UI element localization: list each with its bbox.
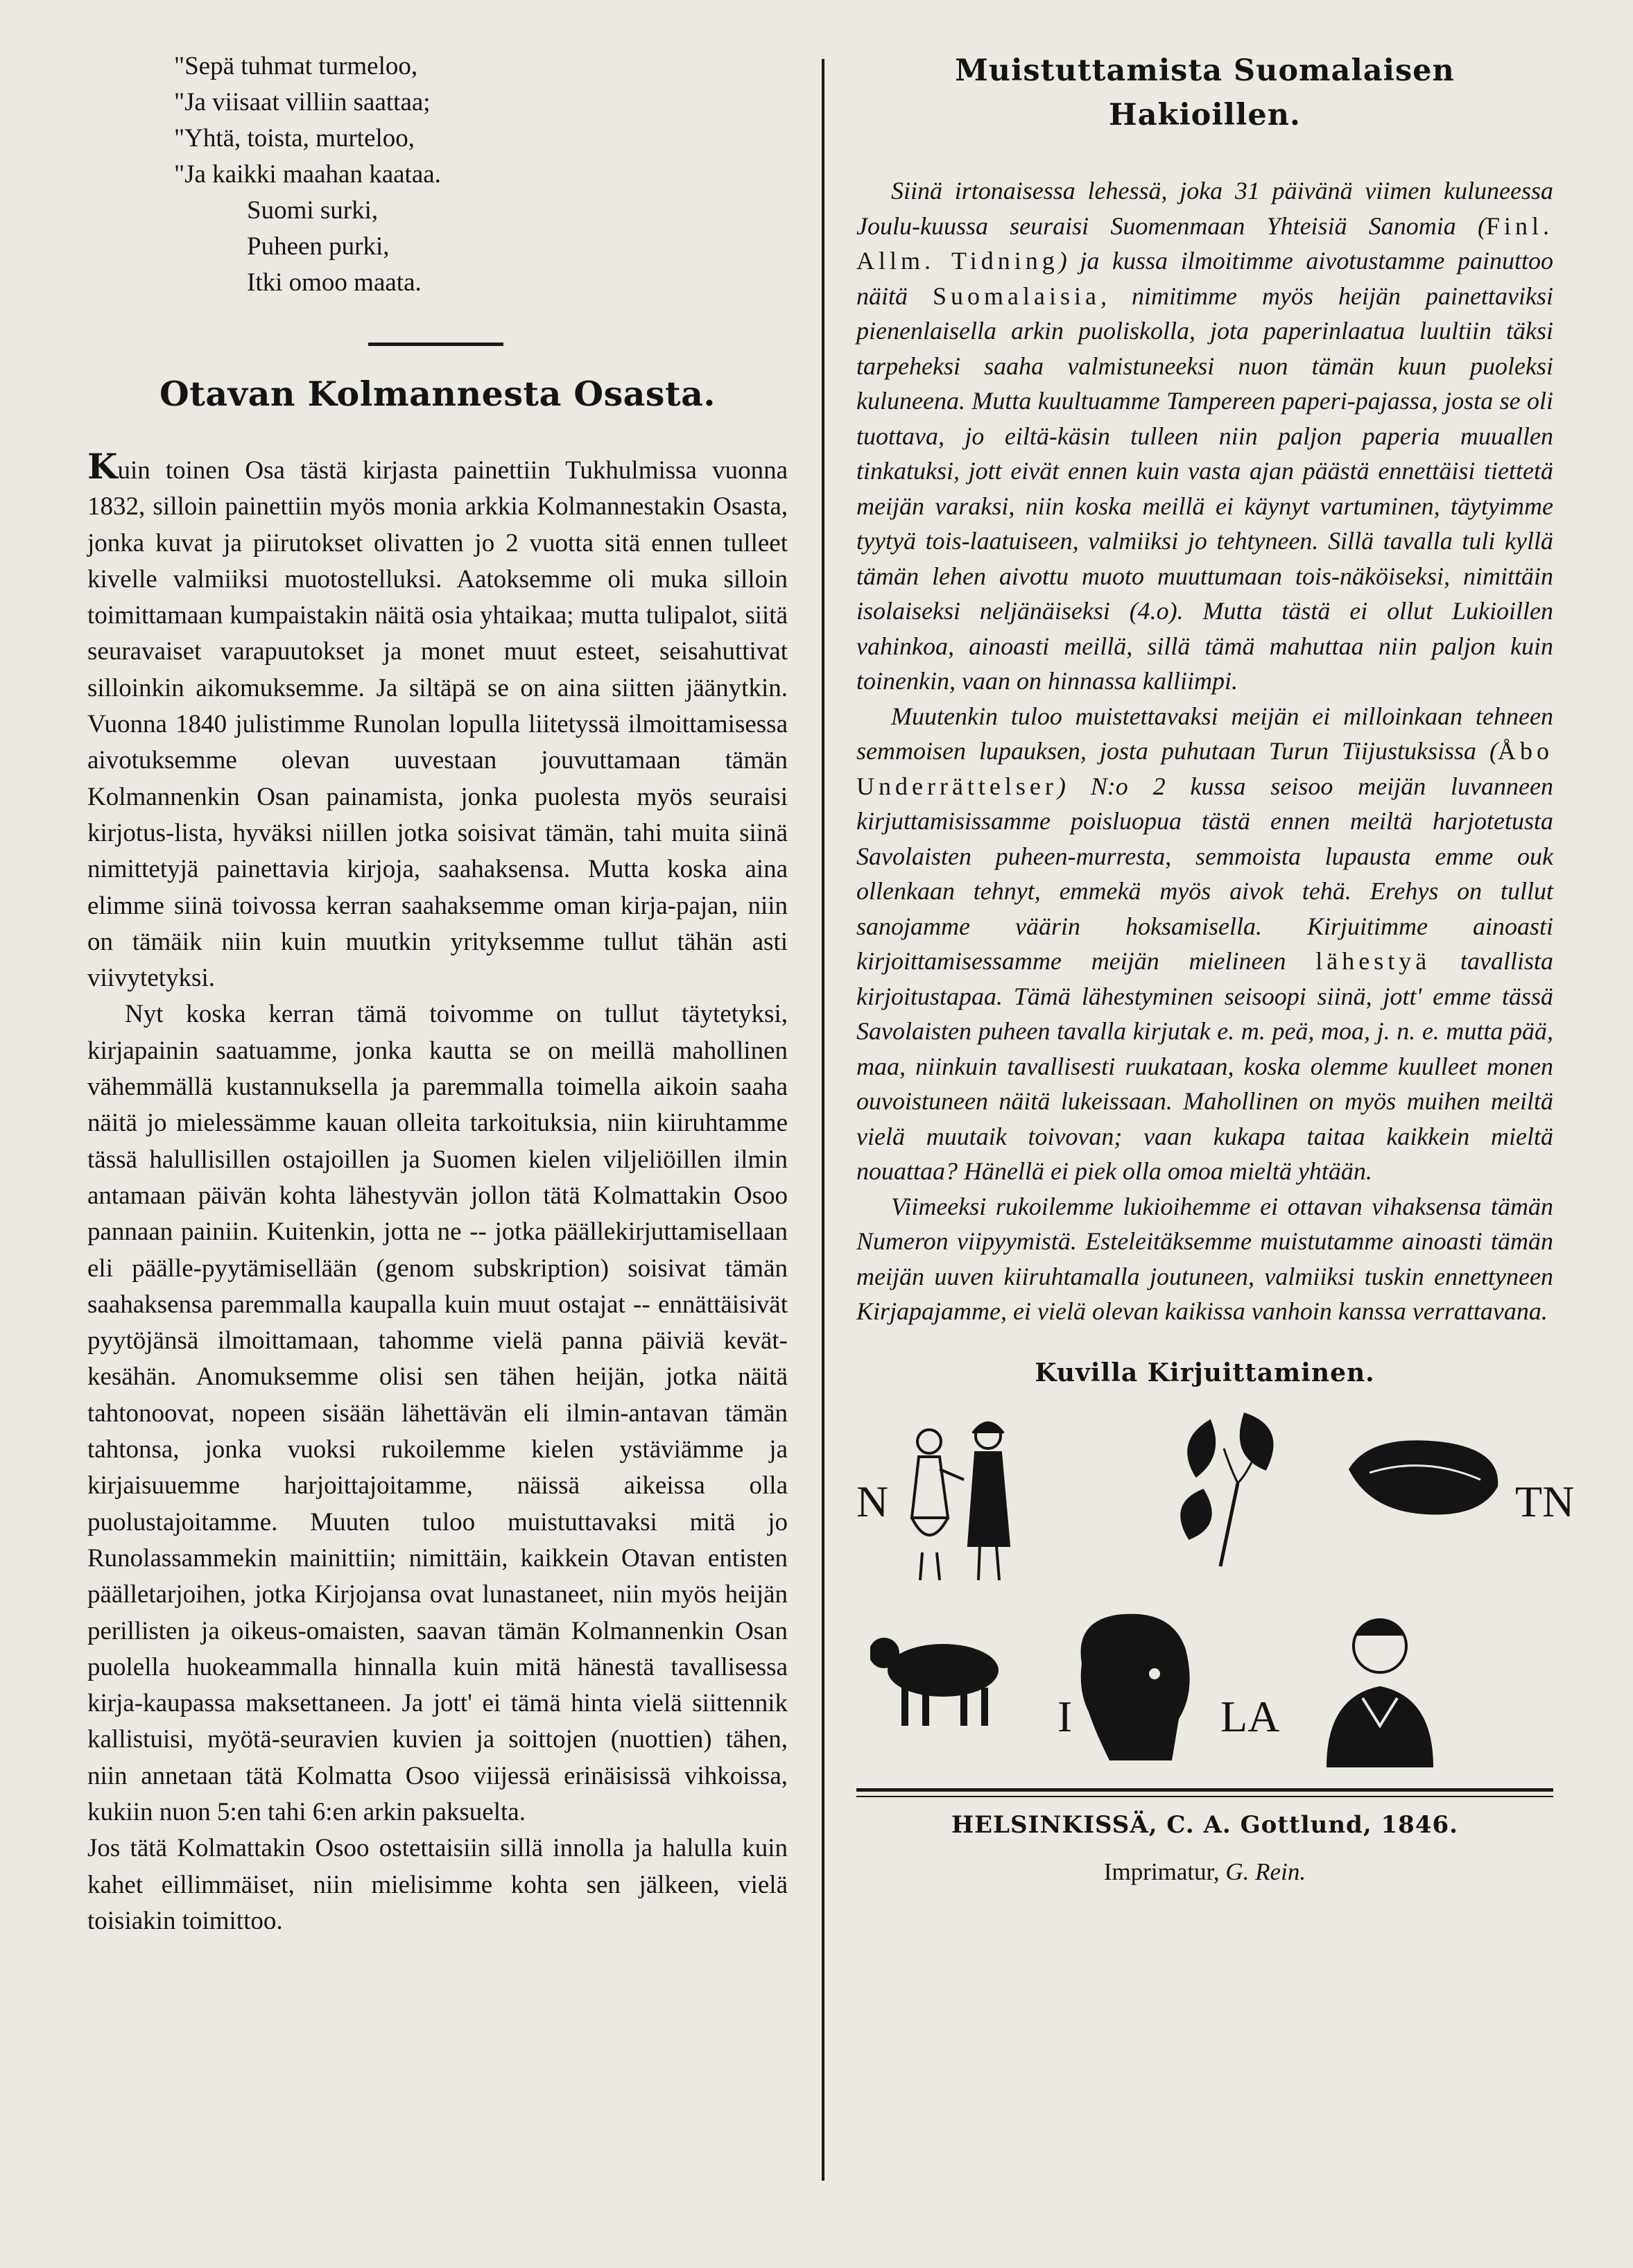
poem-line: Puheen purki, (247, 232, 390, 261)
article-body (856, 173, 1553, 1329)
poem (174, 49, 788, 301)
imprimatur (856, 1858, 1553, 1886)
paragraph-text: uin toinen Osa tästä kirjasta painettiin Tukhulmissa vuonna 1832, silloin painettiin myös monia arkkia Kolmannestakin Osasta, jonka kuvat ja piirutokset olivatten jo 2 vuotta sitä ennen tulleet kivelle valmiiksi muotostelluksi. Aatoksemme oli muka silloin toimittamaan kumpaistakin näitä osia yhtaikaa; mutta tulipalot, siitä seuravaiset varapuutokset ja monet muut esteet, seisahuttivat silloinkin aikomuksemme. Ja siltäpä se on aina siitten jäänytkin. Vuonna 1840 julistimme Runolan lopulla liitetyssä ilmoittamisessa aivotuksemme olevan uuvestaan jouvuttamaan tämän Kolmannenkin Osan painamista, jonka puolesta myös seuraisi kirjotus-lista, hyväksi niillen jotka soisivat tämän, tahi muita siinä nimittetyjä painettavia kirjoja, saahaksensa. Mutta koska aina elimme siinä toivossa kerran saahaksemme oman kirja-pajan, niin on tämäik niin kuin muutkin yrityksemme tullut tähän asti viivytetyksi. (87, 456, 788, 993)
poem-line: "Yhtä, toista, murteloo, (174, 124, 415, 153)
column-rule (822, 59, 824, 2181)
rebus-letter: I (1057, 1691, 1073, 1741)
lamb-illustration (870, 1622, 1016, 1733)
paragraph: Siinä irtonaisessa lehessä, joka 31 päivänä viimen kuluneessa Joulu-kuussa seuraisi Suomenmaan Yhteisiä Sanomia (Finl. Allm. Tidning) ja kussa ilmoitimme aivotustamme painuttoo näitä Suomalaisia, nimitimme myös heijän painettaviksi pienenlaisella arkin puoliskolla, jota paperinlaatua luultiin täksi tarpeheksi saaha valmistuneeksi nuon tämän kuun puoleksi kuluneena. Mutta kuultuamme Tampereen paperi-pajassa, josta se oli tuottava, jo eiltä-käsin tulleen niin paljon paperia muuallen tinkatuksi, jott eivät ennen kuin vasta ajan päästä ennettäisi tiettetä meijän varaksi, niin koska meillä ei käynyt vartuminen, täytyimme tyytyä tois-laatuiseen, valmiiksi jo tehtyneen. Sillä tavalla tuli kyllä tämän lehen aivottu muoto muuttumaan tois-näköiseksi, nimittäin isolaiseksi neljänäiseksi (4.o). Mutta tästä ei ollut Lukioillen vahinkoa, ainoasti meillä, sillä tämä mahuttaa niin paljon kuin toinenkin, vaan on hinnassa kalliimpi. (856, 177, 1553, 695)
poem-line: Suomi surki, (247, 196, 379, 225)
fish-illustration (1342, 1428, 1508, 1525)
article-heading: Otavan Kolmannesta Osasta. (159, 374, 716, 414)
mans-head-illustration (1068, 1608, 1207, 1767)
drop-capital: K (87, 446, 118, 487)
rebus-letter: LA (1220, 1691, 1280, 1741)
two-children-illustration (891, 1414, 1030, 1587)
censor-name: G. Rein. (1225, 1858, 1306, 1885)
section-divider (368, 343, 503, 346)
poem-line: "Ja kaikki maahan kaataa. (174, 160, 441, 189)
paragraph: Viimeeksi rukoilemme lukioihemme ei ottavan vihaksensa tämän Numeron viipyymistä. Esteleitäksemme muistutamme ainoasti tämän meijän uuven kiiruhtamalla joutuneen, valmiiksi tuskin ennettyneen Kirjapajamme, ei vielä olevan kaikissa vanhoin kanssa verrattavana. (856, 1192, 1553, 1325)
rebus-letter: N (856, 1476, 889, 1526)
plant-illustration (1161, 1400, 1293, 1573)
imprimatur-label: Imprimatur, (1103, 1858, 1220, 1885)
paragraph: Nyt koska kerran tämä toivomme on tullut täytetyksi, kirjapainin saatuamme, jonka kautta se on meillä mahollinen vähemmällä kustannuksella ja paremmalla toimella aikoin saaha näitä jo mielessämme kauan olleita tarkoituksia, niin kiiruhtamme tässä halullisillen ostajoillen ja Suomen kielen viljeliöillen ilmin antamaan päivän kohta lähestyvän jollon tätä Kolmattakin Osoo pannaan painiin. Kuitenkin, jotta ne -- jotka päällekirjuttamisellaan eli päälle-pyytämisellään (genom subskription) soisivat tämän saahaksensa paremmalla kaupalla kuin muut ostajat -- ennättäisivät pyytöjänsä ilmoittamaan, tahomme vielä panna päiviä kevät-kesähän. Anomuksemme olisi sen tähen heijän, jotka näitä tahtonoovat, nopeen sisään lähettävän eli ilmin-antavan tämän tahtonsa, jonka vuoksi rukoilemme kielen ystäviämme ja kirjaisuuemme harjoittajoitamme, näissä aikeissa olla puolustajoitamme. Muuten tuloo muistuttavaksi mitä jo Runolassammekin mainittiin; nimittäin, kaikkein Otavan entisten päälletarjoihen, jotka Kirjojansa ovat lunastaneet, niin myös heijän perillisten ja oikeus-omaisten, saavan tämän Kolmannenkin Osan puolella huokeammalla hinnalla kuin mitä hänestä tavallisessa kirja-kaupassa maksettaneen. Ja jott' ei tämä hinta vielä siittennik kallistuisi, myötä-seuravien kuvien ja soittojen (nuottien) tähen, niin annetaan tätä Kolmatta Osoo viijessä erinäisissä vihkoissa, kukiin nuon 5:en tahi 6:en arkin paksuelta. (87, 1000, 788, 1826)
right-column (856, 49, 1575, 1886)
poem-line: "Sepä tuhmat turmeloo, (174, 52, 418, 80)
poem-line: Itki omoo maata. (247, 268, 422, 297)
imprint-rule (856, 1788, 1553, 1797)
left-column (87, 49, 788, 1939)
article-body (87, 446, 788, 1939)
rebus-title: Kuvilla Kirjuittaminen. (1035, 1358, 1375, 1387)
article-heading-line2: Hakioillen. (1109, 98, 1301, 132)
poem-line: "Ja viisaat villiin saattaa; (174, 88, 431, 116)
picture-rebus (856, 1400, 1575, 1788)
woman-portrait-illustration (1300, 1608, 1460, 1774)
article-heading: Muistuttamista Suomalaisen (955, 53, 1455, 88)
imprint: HELSINKISSÄ, C. A. Gottlund, 1846. (951, 1810, 1458, 1839)
paragraph: Muutenkin tuloo muistettavaksi meijän ei milloinkaan tehneen semmoisen lupauksen, josta puhutaan Turun Tiijustuksissa (Åbo Underrättelser) N:o 2 kussa seisoo meijän luvanneen kirjuttamisissamme poisluopua tästä ennen meiltä harjotetusta Savolaisten puheen-murresta, semmoista lupausta emme ouk ollenkaan tehnyt, emmekä myös aivok tehä. Erehys on tullut sanojamme väärin hoksamisella. Kirjuitimme ainoasti kirjoittamisessamme meijän mielineen lähestyä tavallista kirjoitustapaa. Tämä lähestyminen seisoopi siinä, jott' emme tässä Savolaisten puheen tavalla kirjutak e. m. peä, moa, j. n. e. mutta pää, maa, niinkuin tavallisesti ruukataan, koska olemme kuulleet monen ouvoistuneen näitä lukeissaan. Mahollinen on myös muihen meiltä vielä muutaik toivovan; vaan kukapa taitaa kaikkein mieltä nouattaa? Hänellä ei piek olla omoa mieltä yhtään. (856, 702, 1554, 1185)
paragraph: Jos tätä Kolmattakin Osoo ostettaisiin sillä innolla ja halulla kuin kahet eillimmäiset, niin mielisimme kohta sen jälkeen, vielä toisiakin toimittoo. (87, 1834, 788, 1935)
paragraph (87, 446, 788, 996)
rebus-letter: TN (1515, 1476, 1575, 1526)
